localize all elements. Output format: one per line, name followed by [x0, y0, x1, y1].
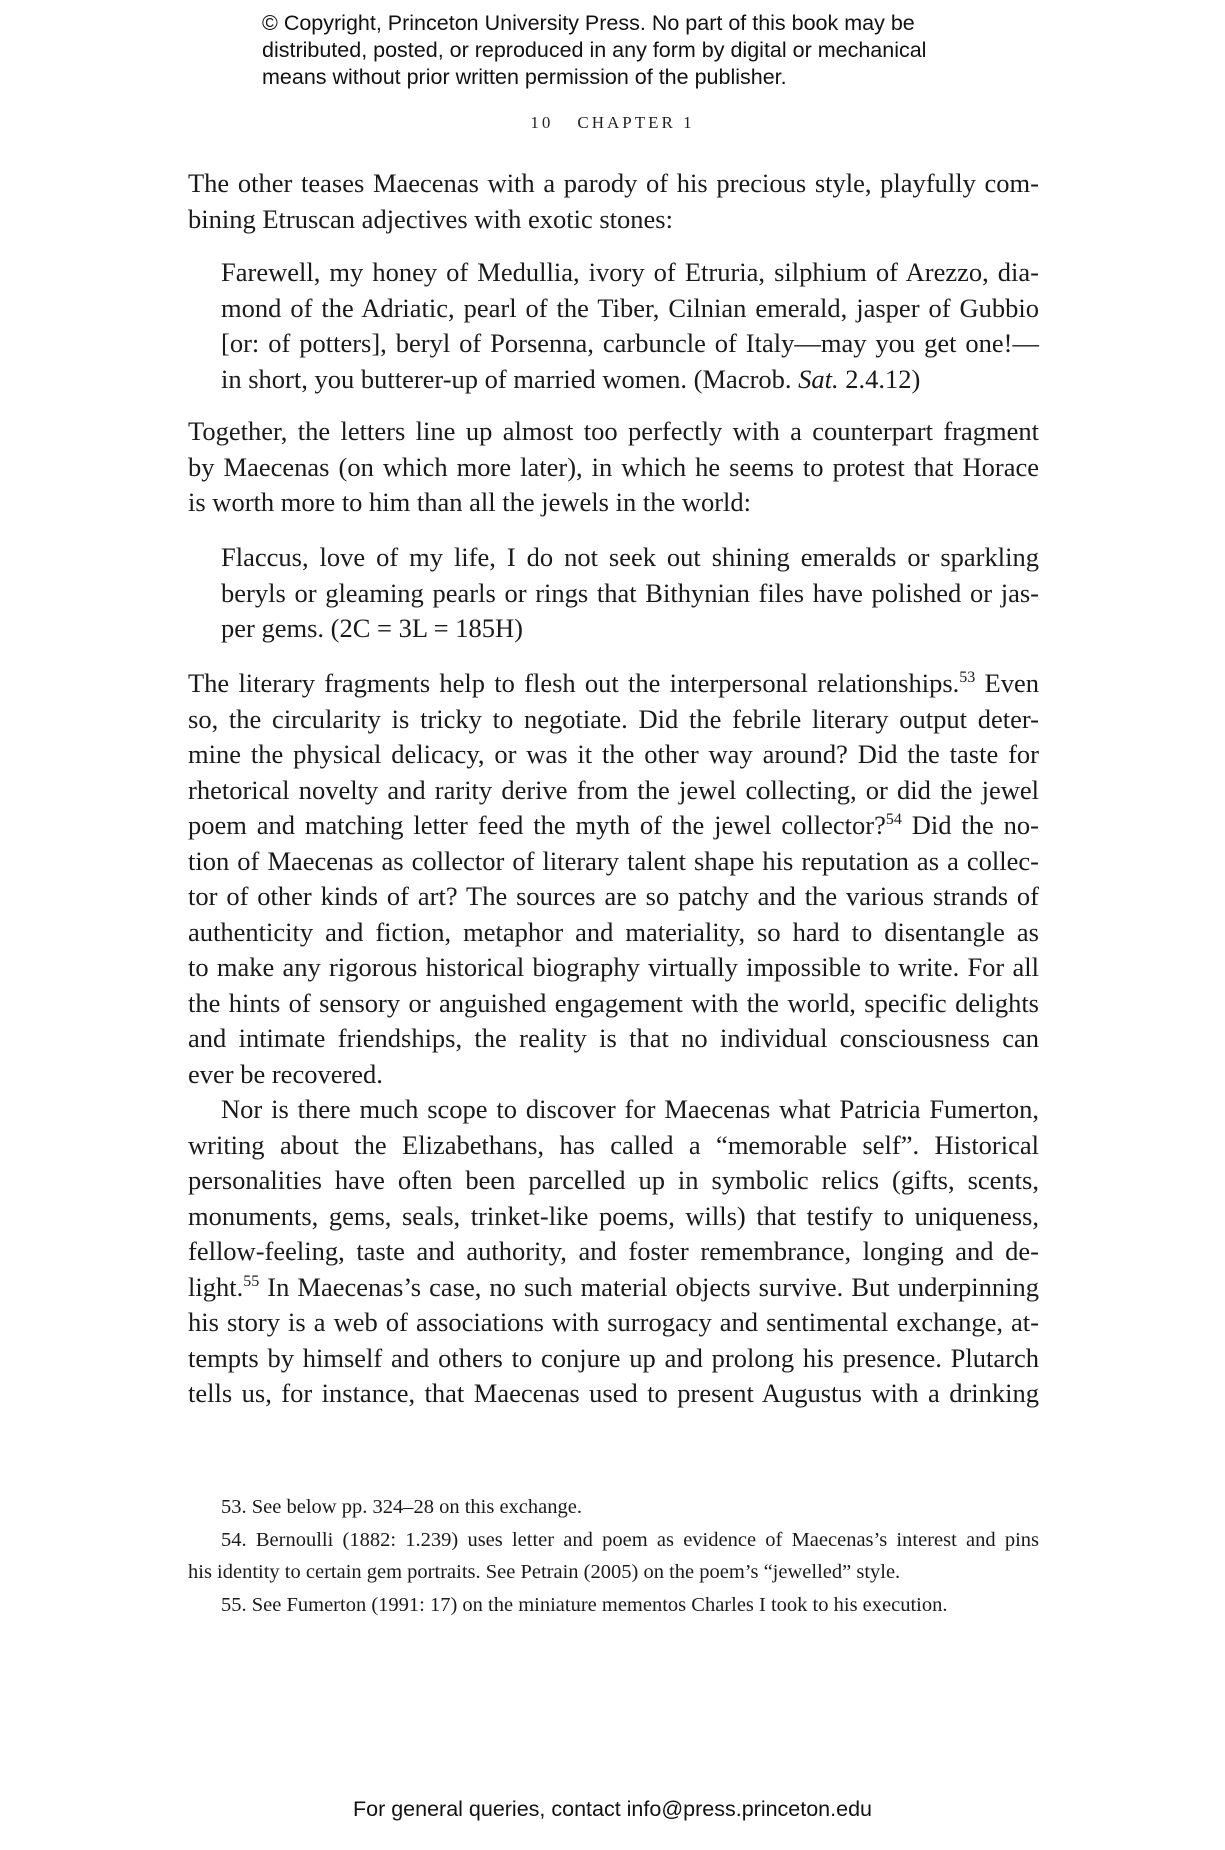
text-run: poem and matching letter feed the myth of the jewel collector? — [188, 810, 886, 840]
text-line: to make any rigorous historical biography virtually impossible to write. For all — [188, 952, 1039, 982]
text-line — [188, 808, 1039, 844]
footnote-ref-55[interactable]: 55 — [243, 1272, 260, 1290]
text-line: Nor is there much scope to discover for Maecenas what Patricia Fumerton, — [221, 1094, 1039, 1124]
text-run: The literary fragments help to flesh out the interpersonal relationships. — [188, 668, 960, 698]
text-line: Together, the letters line up almost too perfectly with a counterpart fragment — [188, 416, 1039, 446]
paragraph-1 — [188, 166, 1039, 237]
text-line: authenticity and fiction, metaphor and materiality, so hard to disentangle as — [188, 916, 1039, 947]
text-line: so, the circularity is tricky to negotiate. Did the febrile literary output deter- — [188, 703, 1039, 734]
block-quote-2 — [221, 540, 1039, 647]
running-head — [0, 113, 1225, 133]
text-line: is worth more to him than all the jewels in the world: — [188, 487, 752, 517]
text-line: his story is a web of associations with surrogacy and sentimental exchange, at- — [188, 1307, 1039, 1337]
footnote-53: 53. See below pp. 324–28 on this exchange. — [221, 1496, 582, 1518]
page-number: 10 — [530, 113, 554, 132]
text-line: fellow-feeling, taste and authority, and foster remembrance, longing and de- — [188, 1236, 1039, 1266]
copyright-line: means without prior written permission of the publisher. — [262, 65, 787, 89]
copyright-notice — [262, 10, 982, 91]
text-line: Flaccus, love of my life, I do not seek out shining emeralds or sparkling — [221, 542, 1039, 572]
text-line: per gems. (2C = 3L = 185H) — [221, 613, 523, 643]
text-line: Farewell, my honey of Medullia, ivory of Etruria, silphium of Arezzo, dia- — [221, 257, 1039, 287]
citation-ref: 2.4.12) — [838, 363, 921, 394]
text-line — [188, 666, 1039, 702]
text-line: tells us, for instance, that Maecenas used to present Augustus with a drinking — [188, 1378, 1039, 1408]
text-line: rhetorical novelty and rarity derive from the jewel collecting, or did the jewel — [188, 774, 1039, 805]
paragraph-2 — [188, 414, 1039, 521]
chapter-label: CHAPTER 1 — [577, 113, 695, 132]
paragraph-3 — [188, 666, 1039, 1412]
footnote-ref-54[interactable]: 54 — [885, 811, 902, 828]
contact-footer: For general queries, contact info@press.princeton.edu — [352, 1797, 872, 1821]
text-line — [221, 362, 1039, 398]
text-run: In Maecenas’s case, no such material objects survive. But underpinning — [259, 1271, 1039, 1302]
citation-title: Sat. — [798, 363, 839, 394]
text-line — [188, 1270, 1039, 1306]
text-line: tor of other kinds of art? The sources are so patchy and the various strands of — [188, 881, 1039, 911]
text-run: Did the no- — [901, 810, 1039, 840]
text-line: and intimate friendships, the reality is that no individual consciousness can — [188, 1023, 1039, 1053]
copyright-line: distributed, posted, or reproduced in any form by digital or mechanical — [262, 38, 927, 62]
footnote-54: 54. Bernoulli (1882: 1.239) uses letter and poem as evidence of Maecenas’s interest and pins — [221, 1528, 1039, 1551]
text-run: Even — [975, 668, 1039, 698]
text-line: by Maecenas (on which more later), in which he seems to protest that Horace — [188, 451, 1039, 482]
text-line: personalities have often been parcelled up in symbolic relics (gifts, scents, — [188, 1165, 1039, 1195]
text-line: writing about the Elizabethans, has called a “memorable self”. Historical — [188, 1129, 1039, 1160]
text-line: tempts by himself and others to conjure up and prolong his presence. Plutarch — [188, 1342, 1039, 1373]
text-line: [or: of potters], beryl of Porsenna, carbuncle of Italy—may you get one!— — [221, 328, 1039, 358]
quote-text: in short, you butterer-up of married women. (Macrob. — [221, 363, 799, 394]
text-line: beryls or gleaming pearls or rings that Bithynian files have polished or jas- — [221, 577, 1039, 608]
footnote-55: 55. See Fumerton (1991: 17) on the miniature mementos Charles I took to his execution. — [221, 1593, 948, 1616]
footnotes — [188, 1491, 1039, 1621]
text-line: The other teases Maecenas with a parody of his precious style, playfully com- — [188, 168, 1039, 198]
text-line: tion of Maecenas as collector of literary talent shape his reputation as a collec- — [188, 845, 1039, 876]
text-line: ever be recovered. — [188, 1058, 383, 1089]
text-line: monuments, gems, seals, trinket-like poems, wills) that testify to uniqueness, — [188, 1200, 1039, 1231]
text-line: mond of the Adriatic, pearl of the Tiber, Cilnian emerald, jasper of Gubbio — [221, 292, 1039, 323]
block-quote-1 — [221, 255, 1039, 397]
text-line: mine the physical delicacy, or was it the other way around? Did the taste for — [188, 739, 1039, 769]
text-run: light. — [188, 1271, 244, 1302]
paragraph-4 — [188, 1092, 1039, 1412]
copyright-line: © Copyright, Princeton University Press. No part of this book may be — [262, 11, 915, 35]
footnote-ref-53[interactable]: 53 — [959, 669, 976, 686]
text-line: bining Etruscan adjectives with exotic stones: — [188, 203, 673, 234]
footnote-54-continued: his identity to certain gem portraits. See Petrain (2005) on the poem’s “jewelled” style. — [188, 1561, 901, 1583]
text-line: the hints of sensory or anguished engagement with the world, specific delights — [188, 987, 1039, 1018]
